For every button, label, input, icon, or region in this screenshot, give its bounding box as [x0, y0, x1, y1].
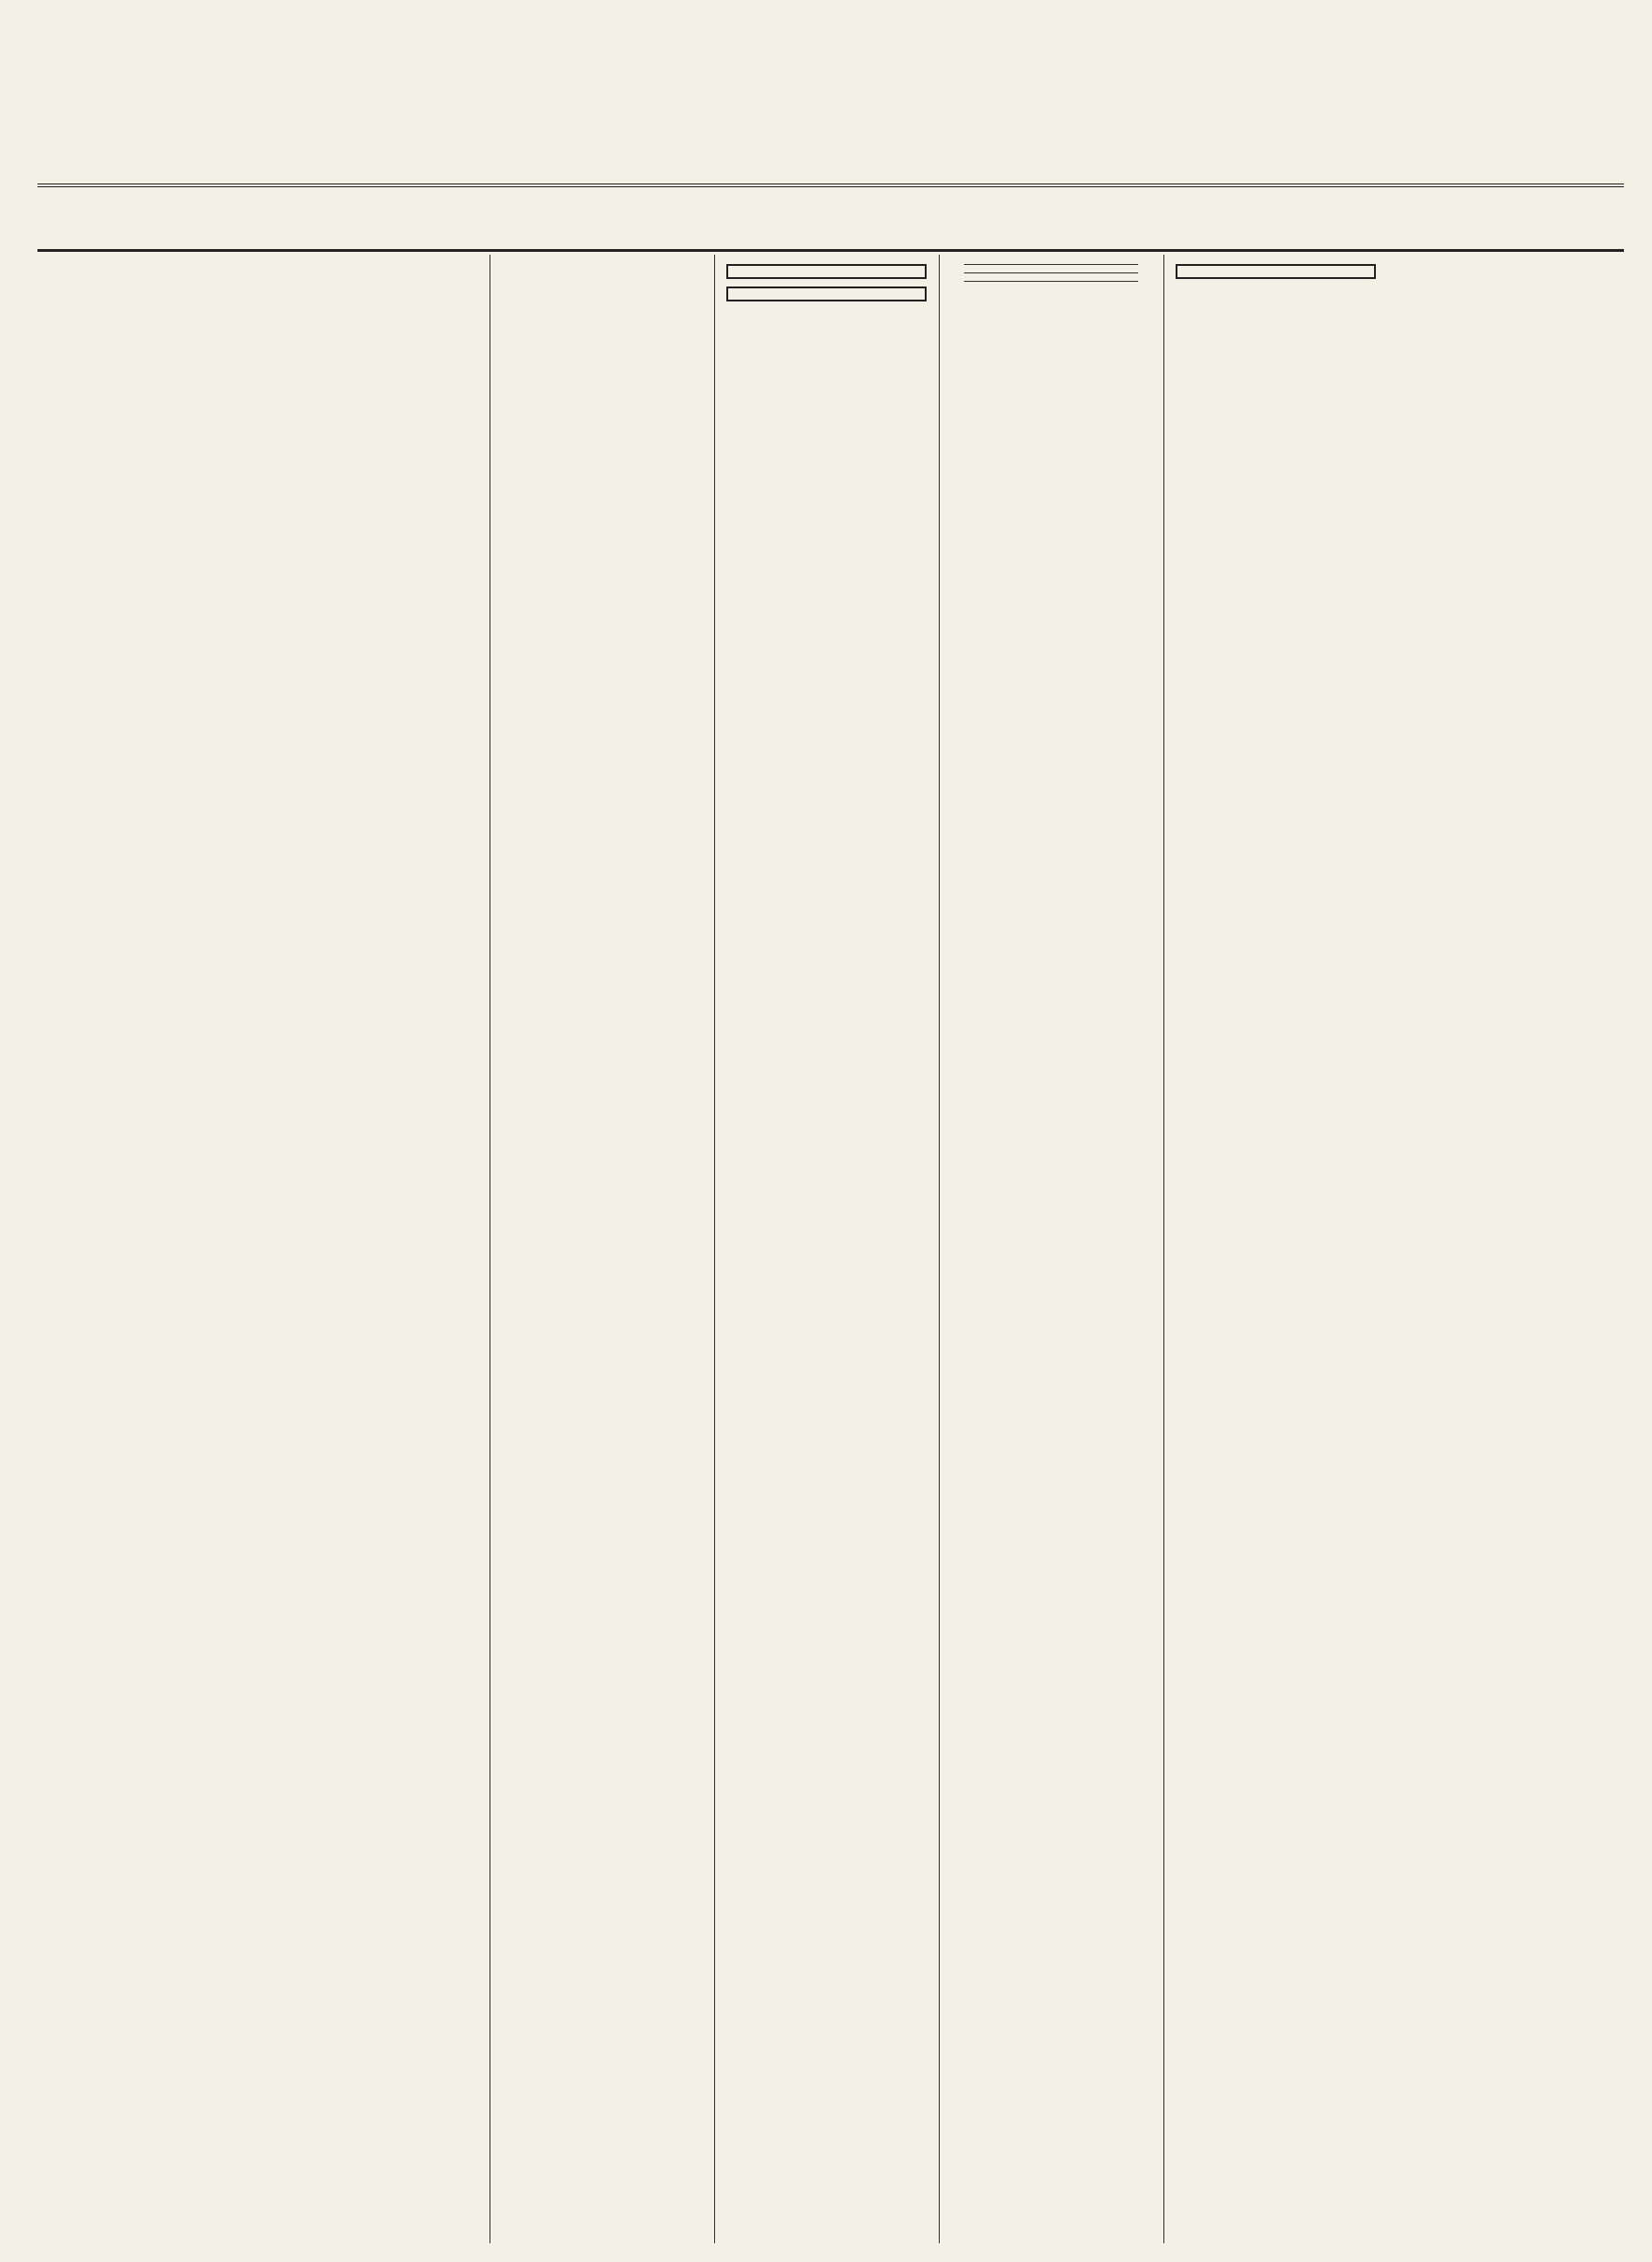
column-5	[1170, 255, 1382, 2243]
divider	[964, 281, 1138, 282]
masthead-rule	[37, 184, 1624, 187]
column-2	[496, 255, 708, 2243]
ad-iberia	[1176, 264, 1376, 279]
divider	[964, 272, 1138, 273]
divider	[964, 264, 1138, 265]
column-3	[721, 255, 932, 2243]
column-rule	[939, 255, 940, 2243]
masthead	[0, 0, 1652, 187]
reader-notice	[726, 286, 927, 301]
column-rule	[1163, 255, 1164, 2243]
header-rule	[37, 249, 1624, 252]
info-bar	[37, 190, 1624, 244]
ad-ultramarina	[726, 264, 927, 279]
column-rule	[714, 255, 715, 2243]
column-6-upper	[1395, 255, 1615, 1355]
column-1	[42, 255, 482, 2243]
column-4	[945, 255, 1157, 2243]
